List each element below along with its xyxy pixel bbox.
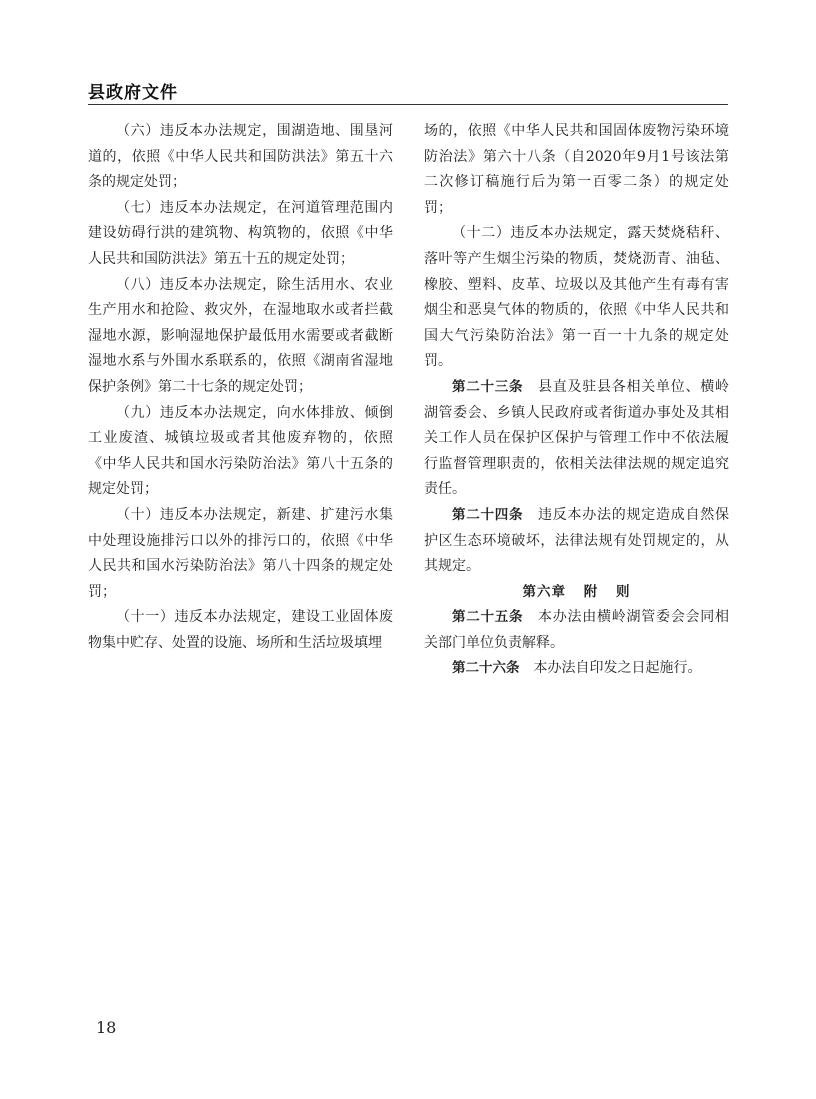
paragraph-item-9: （九）违反本办法规定，向水体排放、倾倒工业废渣、城镇垃圾或者其他废弃物的，依照《中华人民共和国水污染防治法》第八十五条的规定处罚；	[88, 404, 393, 498]
paragraph-item-7: （七）违反本办法规定，在河道管理范围内建设妨碍行洪的建筑物、构筑物的，依照《中华人民共和国防洪法》第五十五的规定处罚；	[88, 199, 393, 267]
paragraph-item-12: （十二）违反本办法规定，露天焚烧秸秆、落叶等产生烟尘污染的物质，焚烧沥青、油毡、橡胶、塑料、皮革、垃圾以及其他产生有毒有害烟尘和恶臭气体的物质的，依照《中华人民共和国大气污染防治法》第一百一十九条的规定处罚。	[424, 225, 729, 370]
left-column	[88, 119, 393, 656]
header-title: 县政府文件	[88, 83, 178, 103]
article-26-text: 本办法自印发之日起施行。	[533, 660, 702, 677]
chapter-heading: 第六章 附 则	[522, 583, 631, 600]
article-23	[424, 375, 729, 503]
paragraph-item-11: （十一）违反本办法规定，建设工业固体废物集中贮存、处置的设施、场所和生活垃圾填埋	[88, 609, 393, 651]
article-25-label: 第二十五条	[452, 609, 524, 626]
article-24-label: 第二十四条	[452, 506, 524, 523]
paragraph-item-10: （十）违反本办法规定，新建、扩建污水集中处理设施排污口以外的排污口的，依照《中华人民共和国水污染防治法》第八十四条的规定处罚；	[88, 506, 393, 600]
article-25	[424, 605, 729, 656]
page-header	[88, 78, 728, 104]
article-23-label: 第二十三条	[452, 378, 524, 395]
header-rule	[88, 104, 728, 105]
paragraph-item-6: （六）违反本办法规定，围湖造地、围垦河道的，依照《中华人民共和国防洪法》第五十六条的规定处罚；	[88, 123, 393, 191]
article-25-text: 本办法由横岭湖管委会会同相关部门单位负责解释。	[424, 609, 729, 651]
paragraph-item-11-continuation: 场的，依照《中华人民共和国固体废物污染环境防治法》第六十八条（自2020年9月1号该法第二次修订稿施行后为第一百零二条）的规定处罚；	[424, 123, 729, 216]
article-26	[424, 656, 729, 682]
page-number: 18	[96, 1018, 117, 1037]
article-24	[424, 503, 729, 580]
article-26-label: 第二十六条	[452, 660, 520, 677]
article-23-text: 县直及驻县各相关单位、横岭湖管委会、乡镇人民政府或者街道办事处及其相关工作人员在保护区保护与管理工作中不依法履行监督管理职责的，依相关法律法规的规定追究责任。	[424, 378, 729, 498]
paragraph-item-8: （八）违反本办法规定，除生活用水、农业生产用水和抢险、救灾外，在湿地取水或者拦截湿地水源，影响湿地保护最低用水需要或者截断湿地水系与外围水系联系的，依照《湖南省湿地保护条例》第二十七条的规定处罚；	[88, 276, 393, 395]
article-24-text: 违反本办法的规定造成自然保护区生态环境破坏，法律法规有处罚规定的，从其规定。	[424, 506, 729, 575]
right-column	[424, 119, 729, 682]
